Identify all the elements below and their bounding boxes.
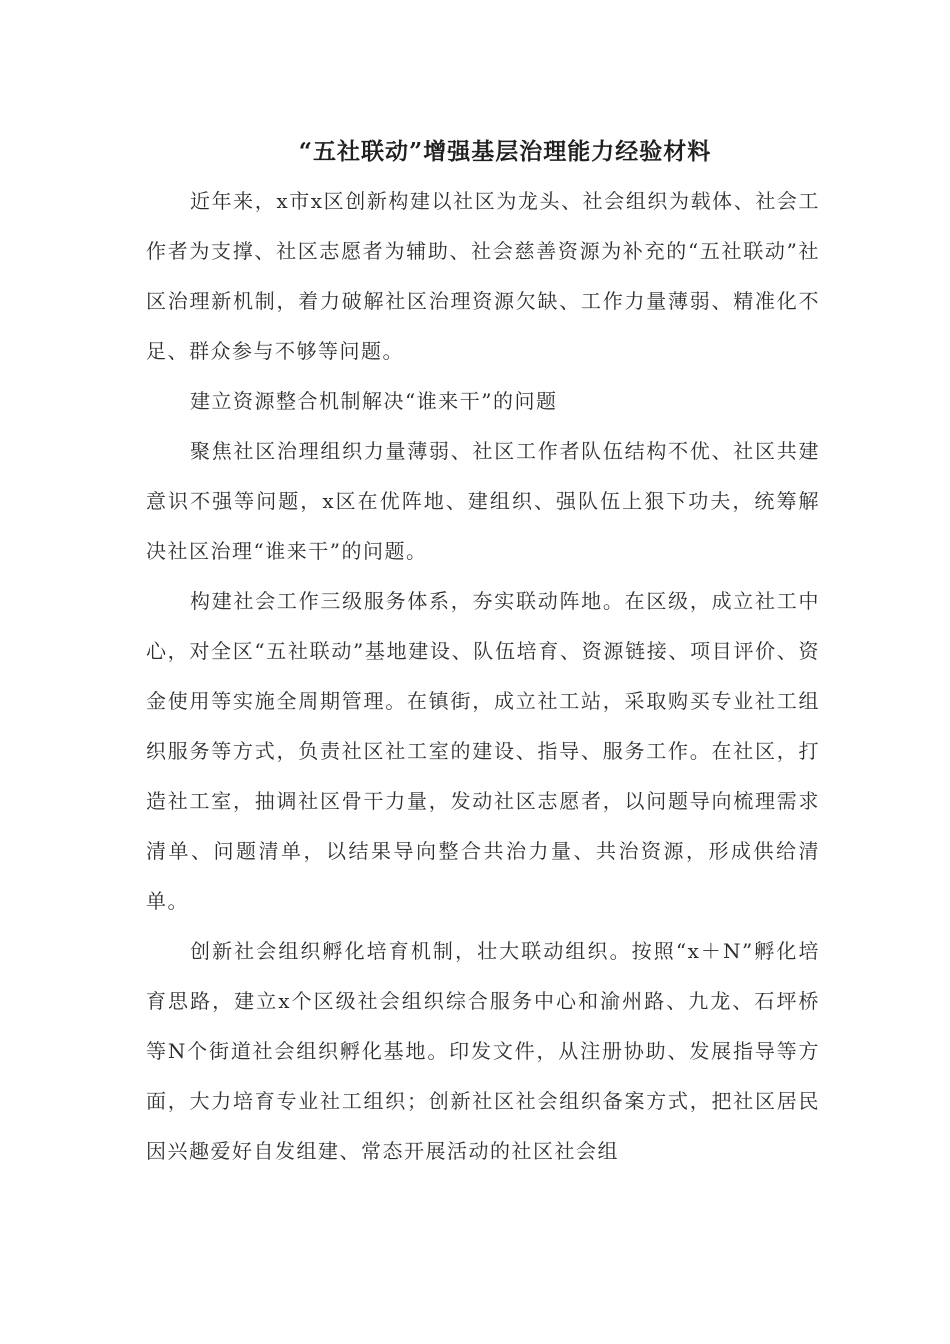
paragraph-incubation: 创新社会组织孵化培育机制，壮大联动组织。按照“x＋N”孵化培育思路，建立x个区级社会组织综合服务中心和渝州路、九龙、石坪桥等N个街道社会组织孵化基地。印发文件，从注册协助、发展指导等方面，大力培育专业社工组织；创新社区社会组织备案方式，把社区居民因兴趣爱好自发组建、常态开展活动的社区社会组 [146,939,820,1163]
document-body [146,176,820,1176]
section-heading: 建立资源整合机制解决“谁来干”的问题 [190,389,558,413]
document-title: “五社联动”增强基层治理能力经验材料 [298,138,712,165]
paragraph-focus: 聚焦社区治理组织力量薄弱、社区工作者队伍结构不优、社区共建意识不强等问题，x区在优阵地、建组织、强队伍上狠下功夫，统筹解决社区治理“谁来干”的问题。 [146,439,820,563]
paragraph-intro: 近年来，x市x区创新构建以社区为龙头、社会组织为载体、社会工作者为支撑、社区志愿者为辅助、社会慈善资源为补充的“五社联动”社区治理新机制，着力破解社区治理资源欠缺、工作力量薄弱、精准化不足、群众参与不够等问题。 [146,189,820,363]
paragraph-service-system: 构建社会工作三级服务体系，夯实联动阵地。在区级，成立社工中心，对全区“五社联动”基地建设、队伍培育、资源链接、项目评价、资金使用等实施全周期管理。在镇街，成立社工站，采取购买专业社工组织服务等方式，负责社区社工室的建设、指导、服务工作。在社区，打造社工室，抽调社区骨干力量，发动社区志愿者，以问题导向梳理需求清单、问题清单，以结果导向整合共治力量、共治资源，形成供给清单。 [146,589,820,913]
